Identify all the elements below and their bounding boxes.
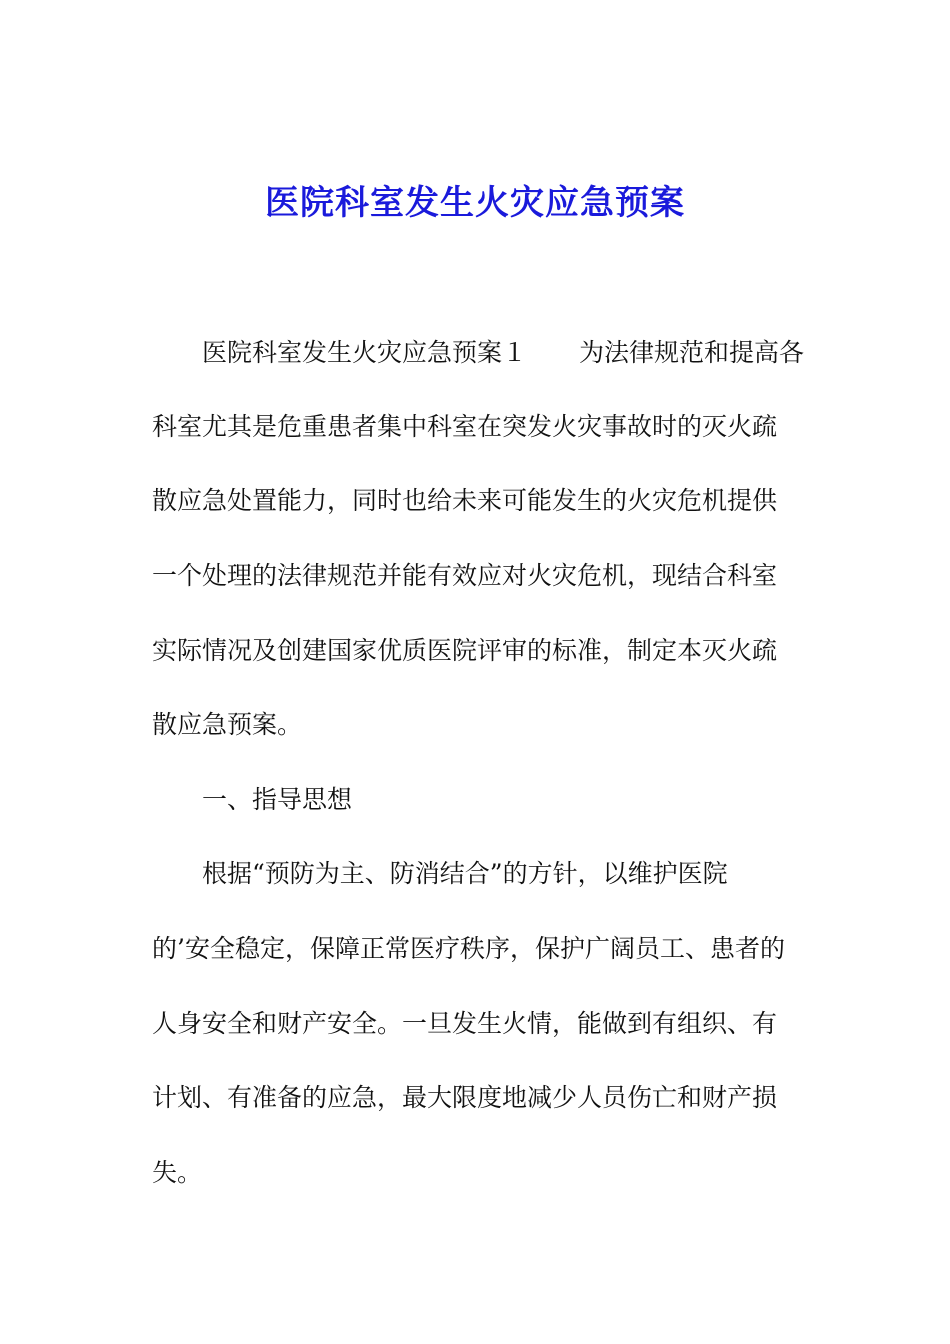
paragraph-line: 计划、有准备的应急，最大限度地减少人员伤亡和财产损 [152,1083,778,1112]
paragraph-line: 一个处理的法律规范并能有效应对火灾危机，现结合科室 [152,561,778,590]
section-heading: 一、指导思想 [202,785,353,814]
paragraph-line: 散应急预案。 [152,710,303,739]
document-title: 医院科室发生火灾应急预案 [265,183,685,223]
paragraph-line: 人身安全和财产安全。一旦发生火情，能做到有组织、有 [152,1009,778,1038]
paragraph-line: 失。 [152,1158,203,1187]
paragraph-line: 根据“预防为主、防消结合”的方针，以维护医院 [202,859,728,888]
section-heading-inline: 医院科室发生火灾应急预案１ [202,338,528,367]
paragraph-line: 实际情况及创建国家优质医院评审的标准，制定本灭火疏 [152,636,778,665]
paragraph-line [202,336,804,370]
paragraph-line: 科室尤其是危重患者集中科室在突发火灾事故时的灭火疏 [152,412,778,441]
paragraph-line: 散应急处置能力，同时也给未来可能发生的火灾危机提供 [152,486,778,515]
paragraph-line: 的’安全稳定，保障正常医疗秩序，保护广阔员工、患者的 [152,934,785,963]
paragraph-text: 为法律规范和提高各 [579,338,805,367]
